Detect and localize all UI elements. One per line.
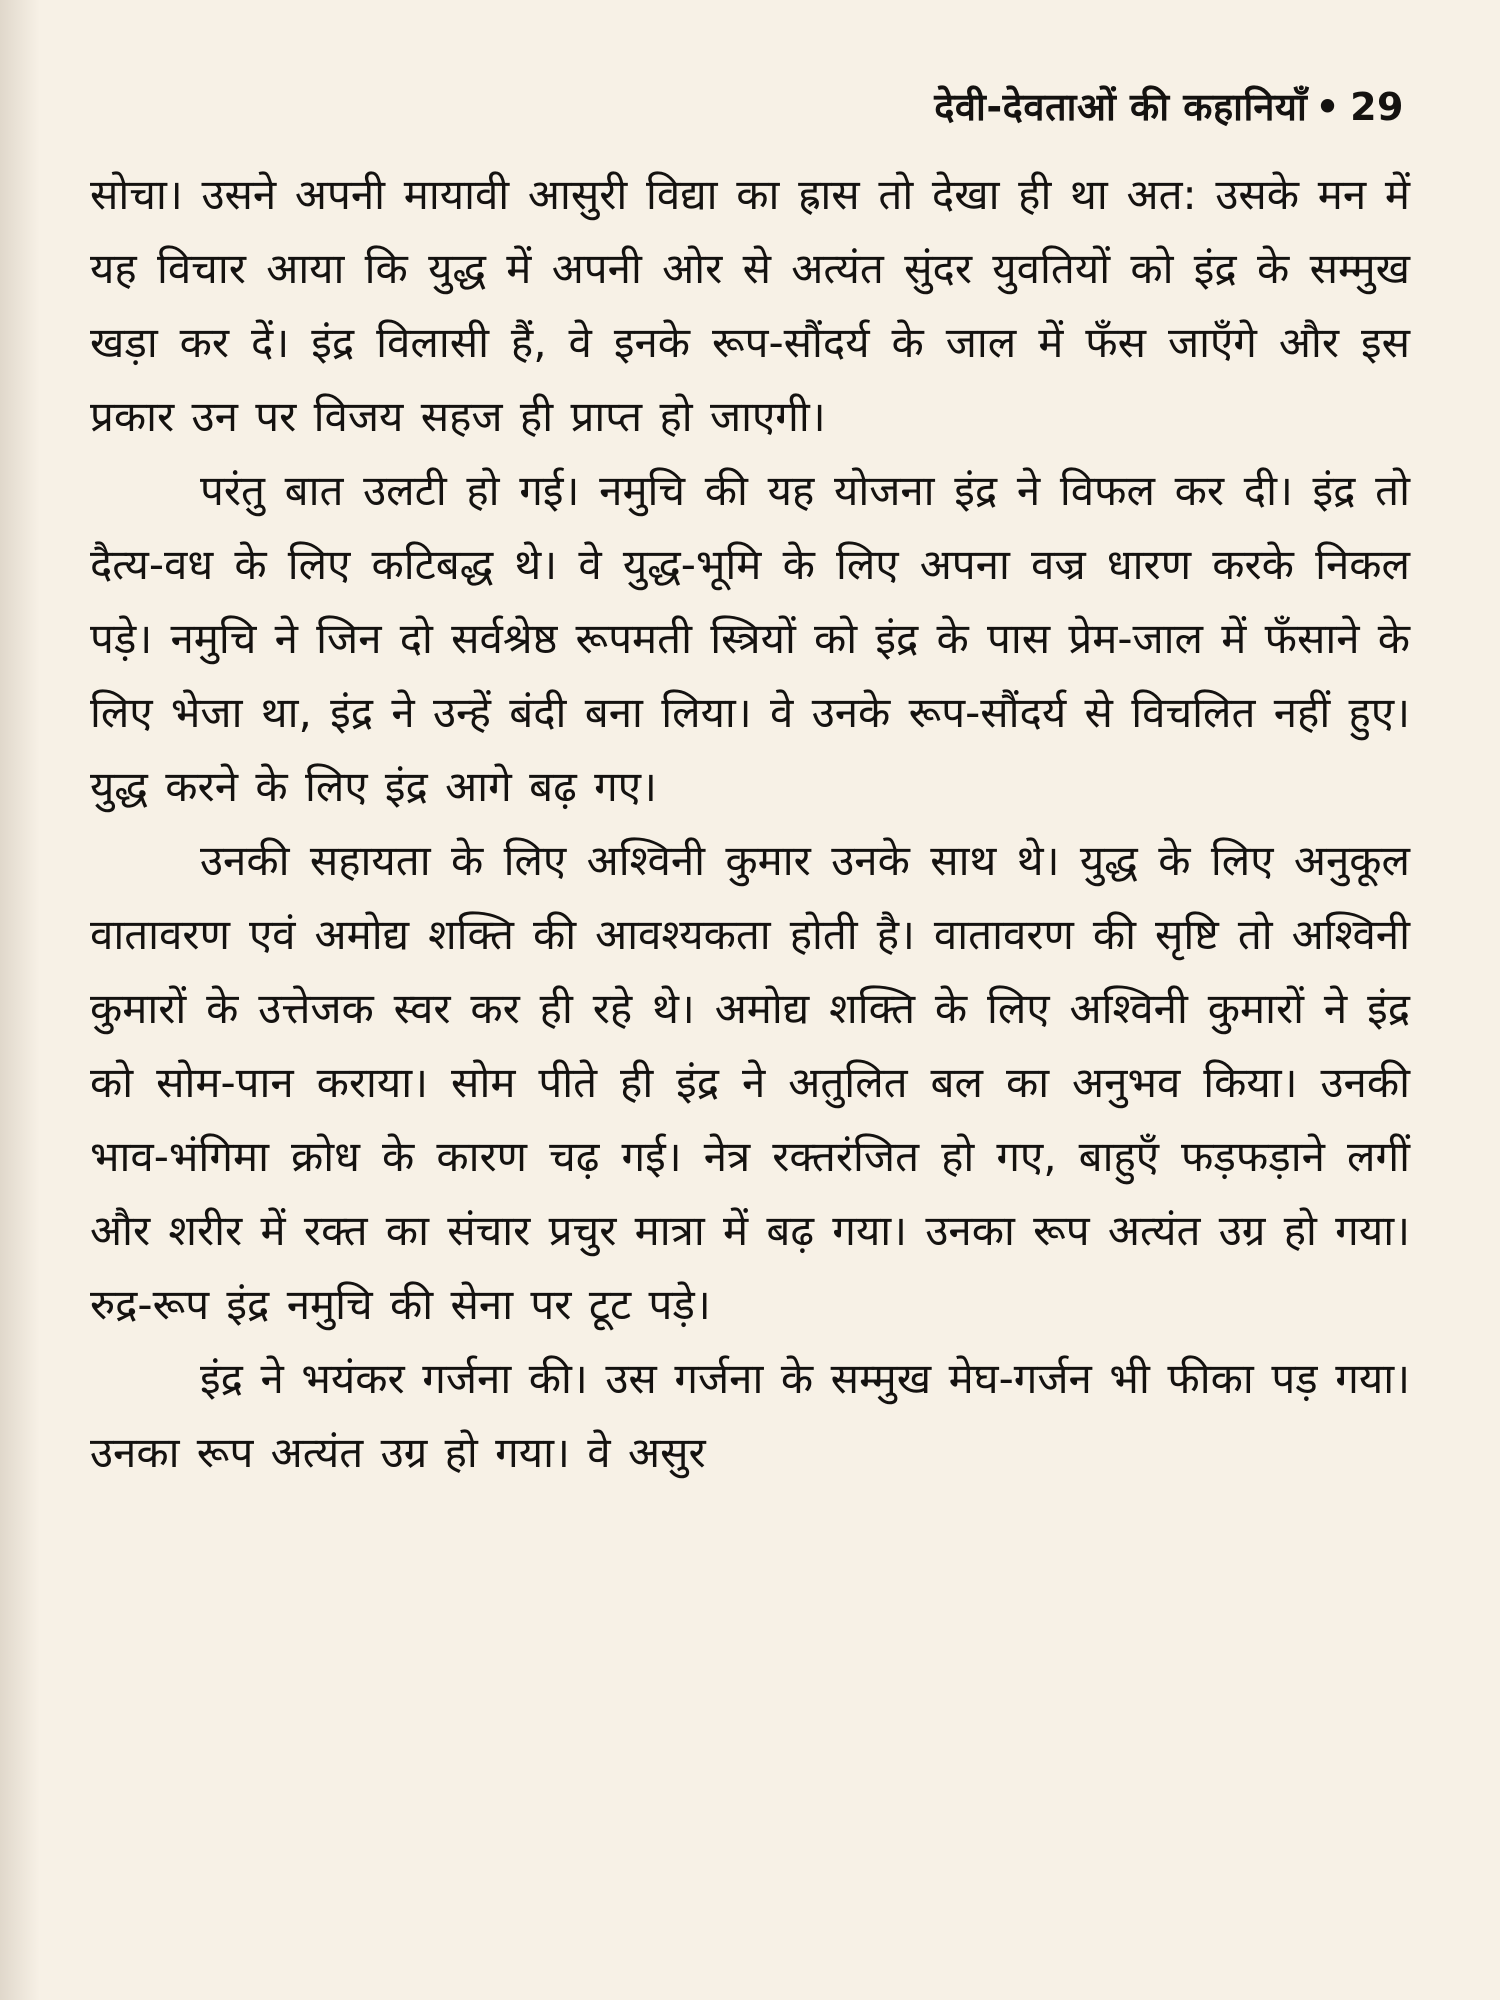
paragraph-continuation: सोचा। उसने अपनी मायावी आसुरी विद्या का ह्रास तो देखा ही था अत: उसके मन में यह विचार आया कि युद्ध में अपनी ओर से अत्यंत सुंदर युवतियों को इंद्र के सम्मुख खड़ा कर दें। इंद्र विलासी हैं, वे इनके रूप-सौंदर्य के जाल में फँस जाएँगे और इस प्रकार उन पर विजय सहज ही प्राप्त हो जाएगी। [90, 170, 1410, 441]
running-header [934, 80, 1404, 132]
spine-shadow [0, 0, 40, 2000]
header-title: देवी-देवताओं की कहानियाँ [934, 85, 1308, 129]
header-bullet: • [1315, 85, 1341, 129]
body-text [90, 158, 1410, 1490]
paragraph: परंतु बात उलटी हो गई। नमुचि की यह योजना इंद्र ने विफल कर दी। इंद्र तो दैत्य-वध के लिए कटिबद्ध थे। वे युद्ध-भूमि के लिए अपना वज्र धारण करके निकल पड़े। नमुचि ने जिन दो सर्वश्रेष्ठ रूपमती स्त्रियों को इंद्र के पास प्रेम-जाल में फँसाने के लिए भेजा था, इंद्र ने उन्हें बंदी बना लिया। वे उनके रूप-सौंदर्य से विचलित नहीं हुए। युद्ध करने के लिए इंद्र आगे बढ़ गए। [90, 466, 1410, 811]
paragraph: उनकी सहायता के लिए अश्विनी कुमार उनके साथ थे। युद्ध के लिए अनुकूल वातावरण एवं अमोद्य शक्ति की आवश्यकता होती है। वातावरण की सृष्टि तो अश्विनी कुमारों के उत्तेजक स्वर कर ही रहे थे। अमोद्य शक्ति के लिए अश्विनी कुमारों ने इंद्र को सोम-पान कराया। सोम पीते ही इंद्र ने अतुलित बल का अनुभव किया। उनकी भाव-भंगिमा क्रोध के कारण चढ़ गई। नेत्र रक्तरंजित हो गए, बाहुएँ फड़फड़ाने लगीं और शरीर में रक्त का संचार प्रचुर मात्रा में बढ़ गया। उनका रूप अत्यंत उग्र हो गया। रुद्र-रूप इंद्र नमुचि की सेना पर टूट पड़े। [90, 836, 1410, 1329]
paragraph: इंद्र ने भयंकर गर्जना की। उस गर्जना के सम्मुख मेघ-गर्जन भी फीका पड़ गया। उनका रूप अत्यंत उग्र हो गया। वे असुर [90, 1354, 1410, 1477]
page-number: 29 [1350, 85, 1404, 129]
